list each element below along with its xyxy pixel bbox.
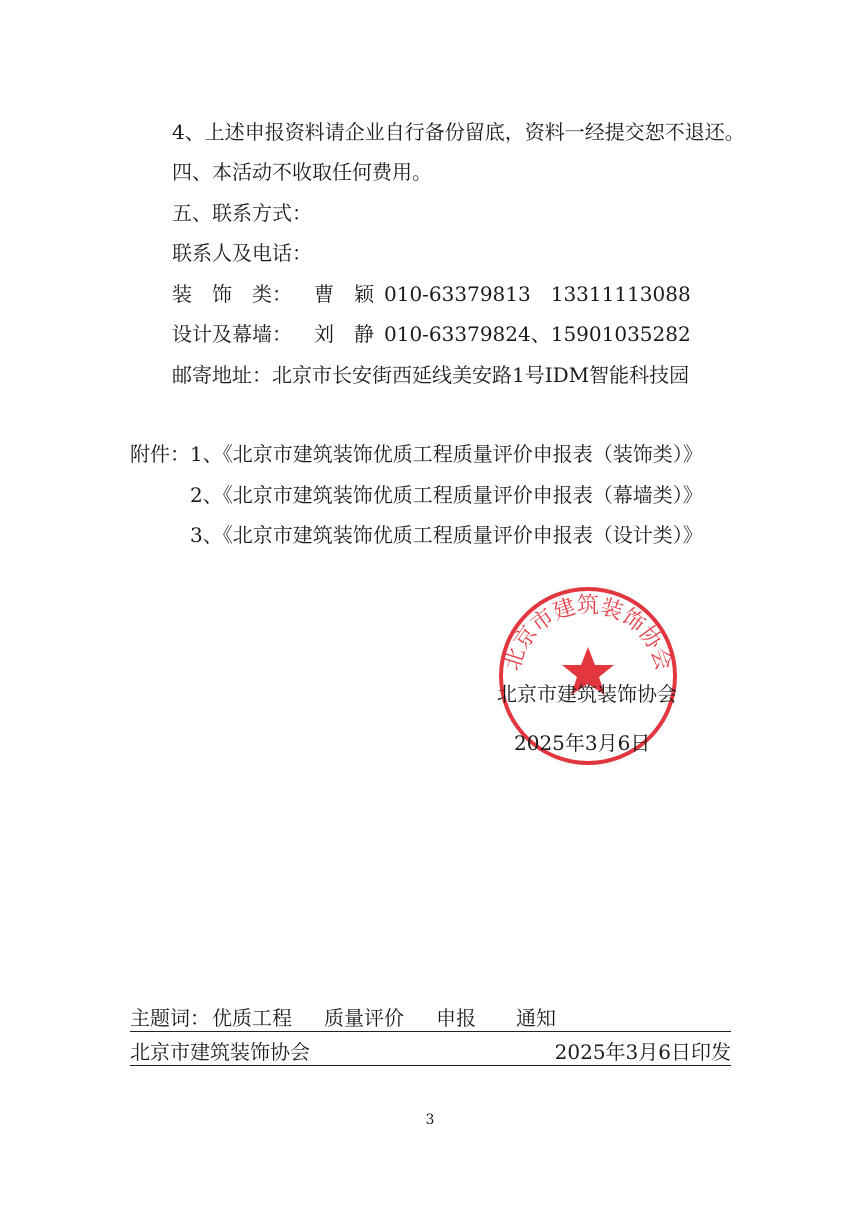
- page-number: 3: [425, 1112, 435, 1128]
- contact-name: 刘 静: [314, 322, 374, 346]
- keyword: 质量评价: [324, 1006, 404, 1030]
- seal-text: 北京市建筑装饰协会: [499, 593, 677, 674]
- body-line-1: 4、上述申报资料请企业自行备份留底，资料一经提交恕不退还。: [172, 120, 745, 144]
- attachments-label: 附件：: [130, 442, 190, 466]
- signature-organization: 北京市建筑装饰协会: [497, 682, 677, 706]
- attachment-item-3: 3、《北京市建筑装饰优质工程质量评价申报表（设计类）》: [190, 523, 703, 547]
- keyword: 通知: [516, 1006, 556, 1030]
- contact-category: 装 饰 类：: [172, 282, 292, 306]
- issuer-row: [130, 1038, 731, 1066]
- body-line-3: 五、联系方式：: [172, 201, 312, 225]
- keyword: 申报: [436, 1006, 476, 1030]
- contact-phones: 010-63379824、15901035282: [384, 322, 691, 346]
- issuer: 北京市建筑装饰协会: [130, 1040, 310, 1064]
- contact-category: 设计及幕墙：: [172, 322, 292, 346]
- footer-divider-top: [130, 1031, 731, 1032]
- footer-divider-bottom: [130, 1065, 731, 1066]
- contact-name: 曹 颖: [314, 282, 374, 306]
- mailing-address: 邮寄地址：北京市长安街西延线美安路1号IDM智能科技园: [172, 363, 690, 387]
- attachment-item-2: 2、《北京市建筑装饰优质工程质量评价申报表（幕墙类）》: [190, 483, 703, 507]
- keyword: 优质工程: [212, 1006, 292, 1030]
- keywords-label: 主题词：: [130, 1006, 210, 1030]
- signature-date: 2025年3月6日: [514, 731, 651, 755]
- body-line-2: 四、本活动不收取任何费用。: [172, 160, 432, 184]
- contact-phones: 010-63379813 13311113088: [384, 282, 691, 306]
- attachment-item-1: 1、《北京市建筑装饰优质工程质量评价申报表（装饰类）》: [190, 442, 703, 466]
- keywords-row: [130, 1004, 731, 1032]
- body-line-4: 联系人及电话：: [172, 241, 312, 265]
- issue-date: 2025年3月6日印发: [554, 1040, 731, 1064]
